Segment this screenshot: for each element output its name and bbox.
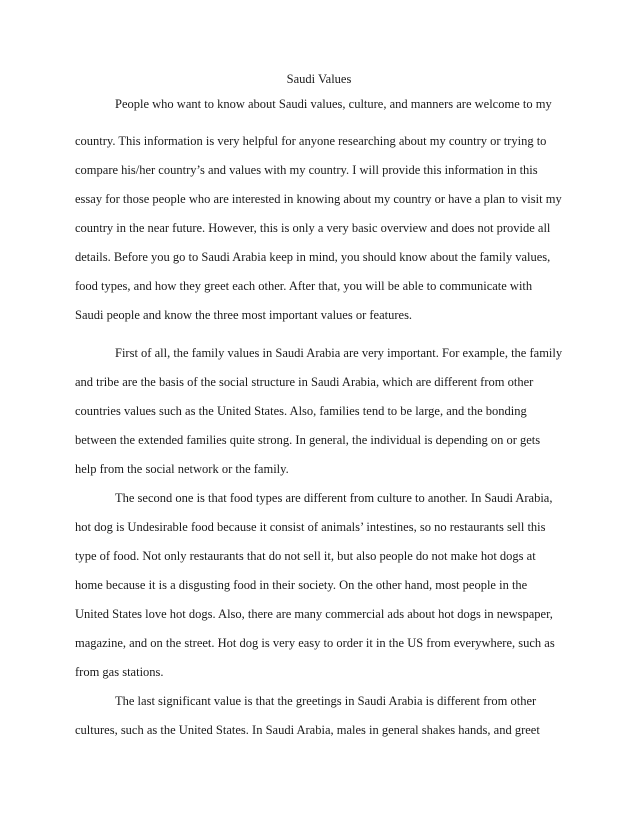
paragraph-line: The second one is that food types are different from culture to another. In Saudi Arabia, — [115, 491, 553, 505]
paragraph-line: People who want to know about Saudi values, culture, and manners are welcome to my — [115, 97, 552, 111]
paragraph-line: United States love hot dogs. Also, there are many commercial ads about hot dogs in newspaper, — [75, 607, 553, 621]
paragraph-line: country. This information is very helpful for anyone researching about my country or trying to — [75, 134, 547, 148]
paragraph-line: home because it is a disgusting food in their society. On the other hand, most people in the — [75, 578, 528, 592]
paragraph-line: cultures, such as the United States. In Saudi Arabia, males in general shakes hands, and greet — [75, 723, 540, 737]
paragraph-line: between the extended families quite strong. In general, the individual is depending on or gets — [75, 433, 541, 447]
paragraph-line: countries values such as the United States. Also, families tend to be large, and the bonding — [75, 404, 527, 418]
document-title: Saudi Values — [286, 72, 352, 86]
paragraph-line: The last significant value is that the greetings in Saudi Arabia is different from other — [115, 694, 537, 708]
paragraph-line: type of food. Not only restaurants that do not sell it, but also people do not make hot dogs at — [75, 549, 536, 563]
paragraph-line: country in the near future. However, this is only a very basic overview and does not provide all — [75, 221, 551, 235]
paragraph-line: Saudi people and know the three most important values or features. — [75, 308, 413, 322]
paragraph-line: food types, and how they greet each other. After that, you will be able to communicate with — [75, 279, 533, 293]
paragraph-line: hot dog is Undesirable food because it consist of animals’ intestines, so no restaurants sell this — [75, 520, 546, 534]
paragraph-line: magazine, and on the street. Hot dog is very easy to order it in the US from everywhere, such as — [75, 636, 555, 650]
paragraph-line: details. Before you go to Saudi Arabia keep in mind, you should know about the family values, — [75, 250, 551, 264]
paragraph-line: compare his/her country’s and values with my country. I will provide this information in this — [75, 163, 538, 177]
paragraph-line: from gas stations. — [75, 665, 164, 679]
paragraph-line: First of all, the family values in Saudi Arabia are very important. For example, the family — [115, 346, 563, 360]
paragraph-line: and tribe are the basis of the social structure in Saudi Arabia, which are different from other — [75, 375, 534, 389]
paragraph-line: essay for those people who are interested in knowing about my country or have a plan to visit my — [75, 192, 562, 206]
paragraph-line: help from the social network or the family. — [75, 462, 289, 476]
